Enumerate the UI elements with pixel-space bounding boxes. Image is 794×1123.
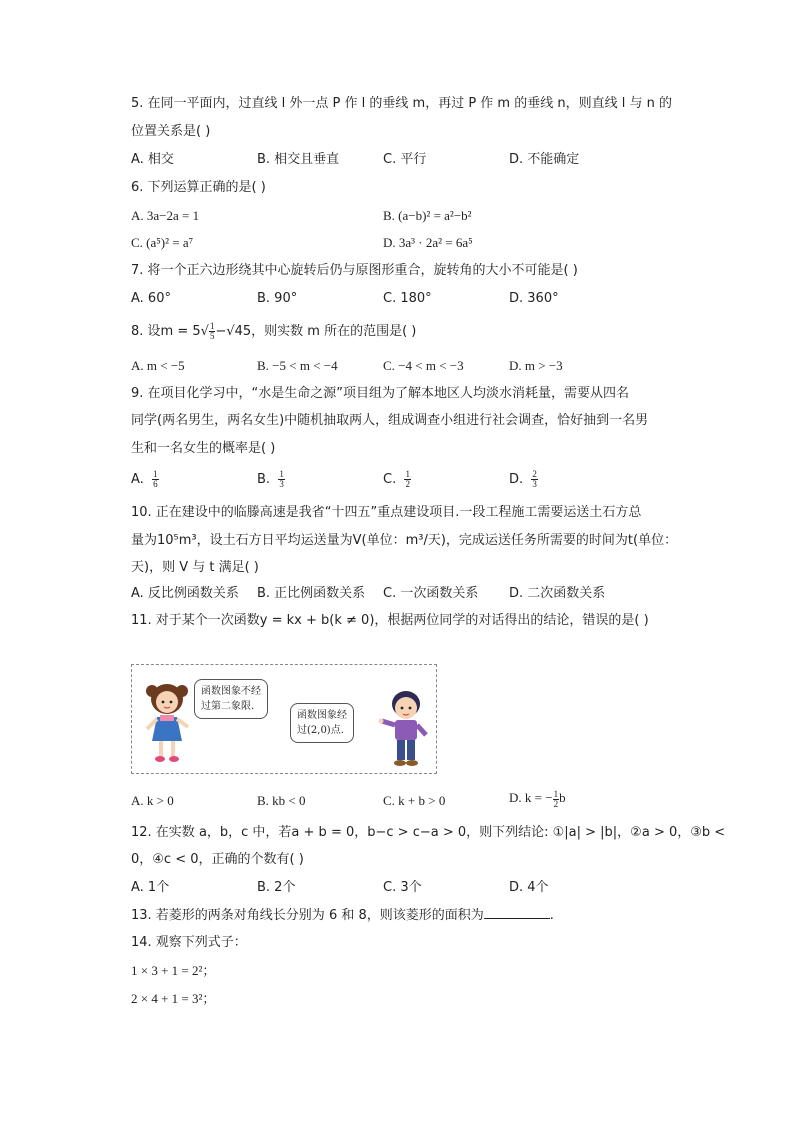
q9-option-b	[257, 470, 285, 489]
q6-option-d: D. 3a³ · 2a² = 6a⁵	[383, 235, 473, 250]
q9-option-c-letter: C.	[383, 472, 397, 487]
q13-stem-end: .	[549, 908, 554, 923]
q14-equation-1: 1 × 3 + 1 = 2²；	[131, 963, 216, 978]
q11-option-d-den: 2	[553, 798, 559, 809]
q5-option-b: B. 相交且垂直	[257, 152, 340, 167]
q9-option-a-den: 6	[153, 479, 158, 489]
q11-option-d-prefix: D. k = −	[509, 790, 553, 805]
q9-option-d-num: 2	[532, 469, 537, 479]
q11-option-c: C. k + b > 0	[383, 793, 446, 808]
q11-option-b: B. kb < 0	[257, 793, 306, 808]
q5-stem-line1: 5. 在同一平面内，过直线 l 外一点 P 作 l 的垂线 m，再过 P 作 m 的垂线 n，则直线 l 与 n 的	[131, 96, 672, 111]
q7-stem: 7. 将一个正六边形绕其中心旋转后仍与原图形重合，旋转角的大小不可能是( )	[131, 263, 578, 278]
q9-option-c	[383, 470, 411, 489]
q11-option-d-num: 1	[553, 788, 559, 799]
girl-illustration	[142, 677, 192, 767]
q9-option-b-letter: B.	[257, 472, 271, 487]
q9-option-a-fraction	[152, 470, 159, 489]
q11-option-a: A. k > 0	[131, 793, 174, 808]
q8-stem-suffix: ，则实数 m 所在的范围是( )	[251, 324, 417, 339]
q7-option-d: D. 360°	[509, 291, 559, 306]
girl-speech-bubble	[194, 679, 268, 719]
q5-stem-line2: 位置关系是( )	[131, 124, 211, 139]
q8-fraction-den: 5	[209, 331, 215, 341]
q10-stem-line3: 天)，则 V 与 t 满足( )	[131, 560, 259, 575]
q9-option-a-letter: A.	[131, 472, 144, 487]
q12-option-a: A. 1个	[131, 880, 170, 895]
q10-option-c: C. 一次函数关系	[383, 586, 479, 601]
q9-option-c-fraction	[404, 470, 411, 489]
answer-blank[interactable]	[484, 906, 550, 919]
q12-option-d: D. 4个	[509, 880, 549, 895]
q9-option-c-den: 2	[405, 479, 410, 489]
q8-fraction-num: 1	[209, 321, 215, 331]
q9-option-c-num: 1	[405, 469, 410, 479]
q12-stem-line2: 0，④c < 0，正确的个数有( )	[131, 852, 304, 867]
q7-option-b: B. 90°	[257, 291, 298, 306]
q9-option-d-letter: D.	[509, 472, 524, 487]
q9-option-a	[131, 470, 159, 489]
q6-stem: 6. 下列运算正确的是( )	[131, 180, 266, 195]
q6-option-b: B. (a−b)² = a²−b²	[383, 208, 472, 223]
q9-stem-line1: 9. 在项目化学习中，“水是生命之源”项目组为了解本地区人均淡水消耗量，需要从四名	[131, 386, 630, 401]
q10-stem-line2: 量为10⁵m³，设土石方日平均运送量为V(单位：m³/天)，完成运送任务所需要的时间为t(单位：	[131, 533, 678, 548]
q12-option-c: C. 3个	[383, 880, 422, 895]
q7-option-c: C. 180°	[383, 291, 432, 306]
q12-stem-line1: 12. 在实数 a，b，c 中，若a + b = 0，b−c > c−a > 0，则下列结论: ①|a| > |b|，②a > 0，③b <	[131, 825, 726, 840]
q14-equation-2: 2 × 4 + 1 = 3²；	[131, 991, 216, 1006]
girl-bubble-line2: 过第二象限.	[201, 701, 255, 712]
q11-option-d-suffix: b	[559, 790, 566, 805]
q12-option-b: B. 2个	[257, 880, 296, 895]
q9-stem-line2: 同学(两名男生，两名女生)中随机抽取两人，组成调查小组进行社会调查，恰好抽到一名男	[131, 413, 649, 428]
boy-illustration	[378, 687, 432, 771]
girl-bubble-line1: 函数图象不经	[201, 686, 261, 697]
boy-bubble-line2: 过(2,0)点.	[297, 725, 344, 736]
q9-option-b-den: 3	[279, 479, 284, 489]
q8-option-c: C. −4 < m < −3	[383, 358, 464, 373]
q9-option-a-num: 1	[153, 469, 158, 479]
q8-option-b: B. −5 < m < −4	[257, 358, 338, 373]
q10-option-d: D. 二次函数关系	[509, 586, 606, 601]
dialogue-figure	[131, 664, 437, 774]
q5-option-a: A. 相交	[131, 152, 174, 167]
q13-stem-text: 13. 若菱形的两条对角线长分别为 6 和 8，则该菱形的面积为	[131, 908, 484, 923]
q8-option-a: A. m < −5	[131, 358, 185, 373]
q6-option-a: A. 3a−2a = 1	[131, 208, 200, 223]
q5-option-d: D. 不能确定	[509, 152, 580, 167]
boy-bubble-line1: 函数图象经	[297, 710, 347, 721]
q9-option-d-fraction	[531, 470, 538, 489]
q8-stem-mid: −√45	[215, 324, 252, 339]
q9-option-b-fraction	[278, 470, 285, 489]
q9-option-d-den: 3	[532, 479, 537, 489]
q8-stem-prefix: 8. 设m = 5	[131, 324, 201, 339]
q10-option-a: A. 反比例函数关系	[131, 586, 239, 601]
q10-stem-line1: 10. 正在建设中的临滕高速是我省“十四五”重点建设项目.一段工程施工需要运送土石方总	[131, 505, 642, 520]
q13-stem	[131, 906, 554, 925]
q11-option-d	[509, 789, 566, 809]
q6-option-c: C. (a⁵)² = a⁷	[131, 235, 194, 250]
boy-speech-bubble	[290, 703, 354, 743]
q10-option-b: B. 正比例函数关系	[257, 586, 366, 601]
q8-stem: 8. 设m = 5√ $\frac{1}{5}$ −√45，则实数 m 所在的范围是( )	[131, 321, 417, 341]
q9-stem-line3: 生和一名女生的概率是( )	[131, 441, 276, 456]
q5-option-c: C. 平行	[383, 152, 427, 167]
q8-option-d: D. m > −3	[509, 358, 563, 373]
q9-option-b-num: 1	[279, 469, 284, 479]
q14-stem: 14. 观察下列式子：	[131, 935, 247, 950]
q11-stem: 11. 对于某个一次函数y = kx + b(k ≠ 0)，根据两位同学的对话得出的结论，错误的是( )	[131, 613, 649, 628]
q9-option-d	[509, 470, 538, 489]
q7-option-a: A. 60°	[131, 291, 171, 306]
